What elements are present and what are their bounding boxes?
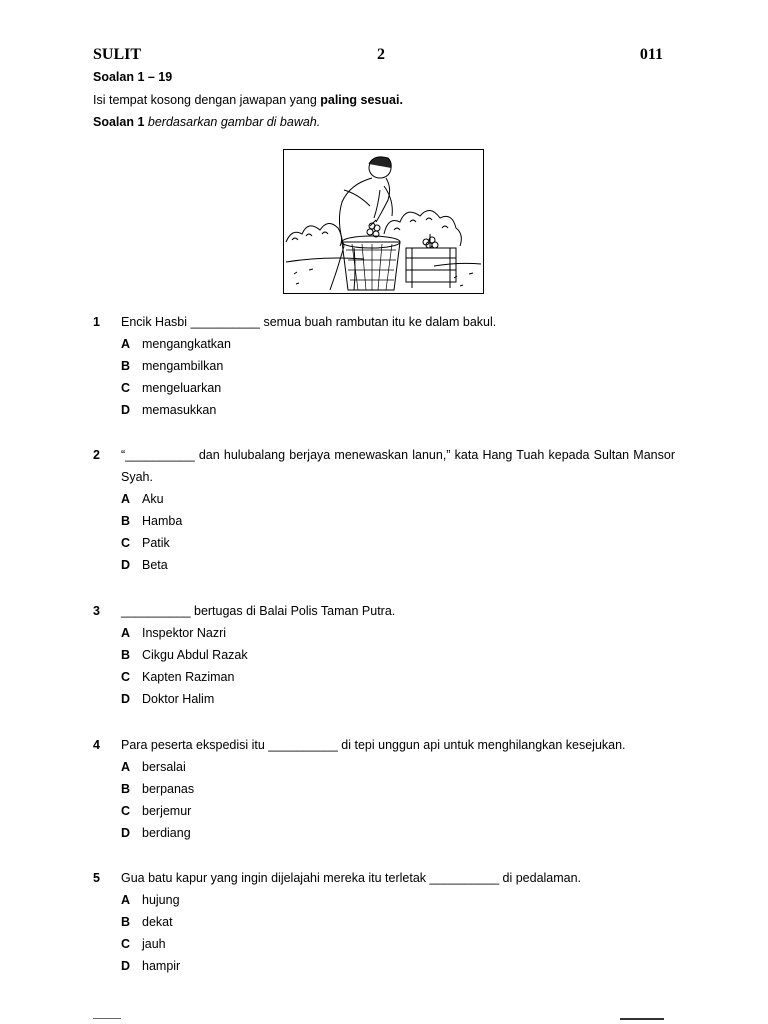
option-letter: D [121,826,131,840]
option-a[interactable] [121,333,231,355]
option-text: Inspektor Nazri [142,626,227,640]
question-stem: Encik Hasbi __________ semua buah rambutan itu ke dalam bakul. [121,315,497,329]
option-c[interactable] [121,666,234,688]
option-letter: A [121,893,131,907]
paper-code: 011 [639,46,663,63]
footer-right-mark [620,1018,664,1023]
option-letter: D [121,959,131,973]
intro-text: berdasarkan gambar di bawah. [144,115,321,129]
question-range: Soalan 1 – 19 [93,70,173,84]
option-letter: A [121,626,131,640]
option-text: Doktor Halim [142,692,215,706]
question-number: 4 [93,738,100,752]
option-text: hampir [142,959,181,973]
illustration-man-picking-rambutan [283,149,484,294]
option-letter: B [121,514,131,528]
question-stem: Gua batu kapur yang ingin dijelajahi mereka itu terletak __________ di pedalaman. [121,871,582,885]
option-b[interactable] [121,355,223,377]
option-a[interactable] [121,488,164,510]
option-letter: D [121,692,131,706]
option-d[interactable] [121,955,180,977]
classification-label: SULIT [93,46,142,63]
question-stem: “__________ dan hulubalang berjaya menewaskan lanun,” kata Hang Tuah kepada Sultan Mansor Syah. [121,448,675,484]
option-text: Aku [142,492,164,506]
instruction [93,92,403,108]
option-text: Cikgu Abdul Razak [142,648,248,662]
option-text: Kapten Raziman [142,670,235,684]
option-letter: C [121,937,131,951]
option-b[interactable] [121,644,248,666]
instruction-text: Isi tempat kosong dengan jawapan yang [93,93,321,107]
option-letter: A [121,760,131,774]
option-text: mengeluarkan [142,381,222,395]
option-a[interactable] [121,622,226,644]
footer-left-mark [93,1018,121,1022]
option-a[interactable] [121,889,180,911]
question-number: 3 [93,604,100,618]
option-text: hujung [142,893,180,907]
option-c[interactable] [121,800,191,822]
option-b[interactable] [121,778,194,800]
option-c[interactable] [121,377,221,399]
option-letter: A [121,337,131,351]
picture-intro [93,114,320,130]
option-text: berdiang [142,826,191,840]
option-a[interactable] [121,756,186,778]
option-letter: C [121,670,131,684]
question-number: 2 [93,448,100,462]
option-text: memasukkan [142,403,217,417]
question-stem: __________ bertugas di Balai Polis Taman Putra. [121,604,396,618]
option-letter: A [121,492,131,506]
question-number: 1 [93,315,100,329]
question-stem: Para peserta ekspedisi itu __________ di tepi unggun api untuk menghilangkan kesejukan. [121,738,626,752]
option-letter: C [121,381,131,395]
option-letter: B [121,648,131,662]
page-header [93,46,663,68]
option-d[interactable] [121,554,168,576]
illustration-drawing [284,150,482,292]
intro-question-ref: Soalan 1 [93,115,145,129]
option-text: bersalai [142,760,186,774]
option-letter: C [121,804,131,818]
option-text: berpanas [142,782,195,796]
question-number: 5 [93,871,100,885]
option-d[interactable] [121,822,191,844]
option-text: dekat [142,915,173,929]
option-letter: D [121,403,131,417]
option-d[interactable] [121,399,216,421]
option-b[interactable] [121,911,173,933]
option-text: mengangkatkan [142,337,231,351]
option-d[interactable] [121,688,214,710]
option-letter: D [121,558,131,572]
option-text: berjemur [142,804,192,818]
option-letter: B [121,915,131,929]
option-text: Patik [142,536,170,550]
option-c[interactable] [121,933,166,955]
option-c[interactable] [121,532,170,554]
option-b[interactable] [121,510,182,532]
instruction-emphasis: paling sesuai. [320,93,403,107]
page-number: 2 [377,46,385,63]
option-letter: B [121,359,131,373]
option-text: jauh [142,937,166,951]
option-text: mengambilkan [142,359,224,373]
option-letter: B [121,782,131,796]
option-text: Hamba [142,514,183,528]
option-letter: C [121,536,131,550]
option-text: Beta [142,558,168,572]
